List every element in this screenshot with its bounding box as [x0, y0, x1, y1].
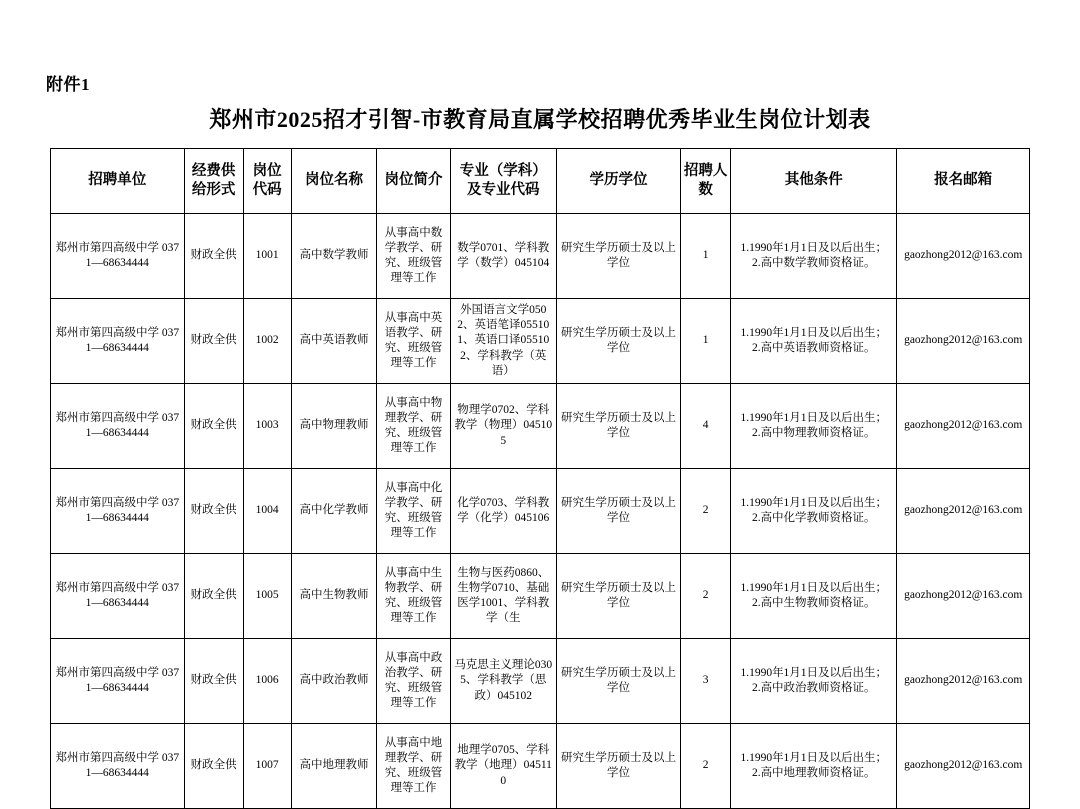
cell-degree: 研究生学历硕士及以上学位: [556, 639, 680, 724]
cell-code: 1007: [243, 724, 291, 809]
cell-degree: 研究生学历硕士及以上学位: [556, 299, 680, 384]
cell-funding: 财政全供: [184, 384, 243, 469]
cell-degree: 研究生学历硕士及以上学位: [556, 554, 680, 639]
cell-code: 1006: [243, 639, 291, 724]
cell-unit: 郑州市第四高级中学 0371—68634444: [51, 384, 185, 469]
cell-post-name: 高中英语教师: [291, 299, 377, 384]
cell-count: 4: [681, 384, 731, 469]
cell-degree: 研究生学历硕士及以上学位: [556, 214, 680, 299]
cell-post-brief: 从事高中英语教学、研究、班级管理等工作: [377, 299, 450, 384]
cell-email: gaozhong2012@163.com: [897, 384, 1030, 469]
cell-post-brief: 从事高中数学教学、研究、班级管理等工作: [377, 214, 450, 299]
cell-code: 1003: [243, 384, 291, 469]
cell-post-name: 高中化学教师: [291, 469, 377, 554]
cell-other: 1.1990年1月1日及以后出生； 2.高中数学教师资格证。: [731, 214, 897, 299]
table-row: [51, 384, 1030, 469]
column-header-count: 招聘人数: [681, 149, 731, 214]
table-row: [51, 299, 1030, 384]
cell-code: 1002: [243, 299, 291, 384]
cell-other: 1.1990年1月1日及以后出生； 2.高中生物教师资格证。: [731, 554, 897, 639]
cell-code: 1005: [243, 554, 291, 639]
cell-count: 2: [681, 469, 731, 554]
cell-major: 数学0701、学科教学（数学）045104: [450, 214, 556, 299]
cell-post-brief: 从事高中地理教学、研究、班级管理等工作: [377, 724, 450, 809]
cell-post-brief: 从事高中物理教学、研究、班级管理等工作: [377, 384, 450, 469]
cell-count: 1: [681, 214, 731, 299]
table-row: [51, 724, 1030, 809]
cell-funding: 财政全供: [184, 214, 243, 299]
column-header-major: 专业（学科）及专业代码: [450, 149, 556, 214]
cell-other: 1.1990年1月1日及以后出生； 2.高中地理教师资格证。: [731, 724, 897, 809]
attachment-label: 附件1: [46, 75, 90, 94]
cell-major: 生物与医药0860、生物学0710、基础医学1001、学科教学（生: [450, 554, 556, 639]
cell-funding: 财政全供: [184, 299, 243, 384]
cell-other: 1.1990年1月1日及以后出生； 2.高中化学教师资格证。: [731, 469, 897, 554]
table-body: [51, 214, 1030, 809]
column-header-post-brief: 岗位简介: [377, 149, 450, 214]
table-row: [51, 554, 1030, 639]
cell-unit: 郑州市第四高级中学 0371—68634444: [51, 724, 185, 809]
cell-degree: 研究生学历硕士及以上学位: [556, 384, 680, 469]
cell-code: 1004: [243, 469, 291, 554]
page-title: 郑州市2025招才引智-市教育局直属学校招聘优秀毕业生岗位计划表: [209, 107, 871, 132]
table-row: [51, 639, 1030, 724]
column-header-email: 报名邮箱: [897, 149, 1030, 214]
cell-post-name: 高中数学教师: [291, 214, 377, 299]
cell-count: 2: [681, 724, 731, 809]
cell-degree: 研究生学历硕士及以上学位: [556, 469, 680, 554]
cell-email: gaozhong2012@163.com: [897, 469, 1030, 554]
cell-funding: 财政全供: [184, 724, 243, 809]
cell-post-brief: 从事高中生物教学、研究、班级管理等工作: [377, 554, 450, 639]
cell-code: 1001: [243, 214, 291, 299]
column-header-unit: 招聘单位: [51, 149, 185, 214]
table-row: [51, 469, 1030, 554]
cell-funding: 财政全供: [184, 639, 243, 724]
cell-post-brief: 从事高中政治教学、研究、班级管理等工作: [377, 639, 450, 724]
cell-unit: 郑州市第四高级中学 0371—68634444: [51, 299, 185, 384]
cell-email: gaozhong2012@163.com: [897, 214, 1030, 299]
cell-major: 化学0703、学科教学（化学）045106: [450, 469, 556, 554]
cell-major: 外国语言文学0502、英语笔译055101、英语口译055102、学科教学（英语）: [450, 299, 556, 384]
cell-unit: 郑州市第四高级中学 0371—68634444: [51, 639, 185, 724]
cell-email: gaozhong2012@163.com: [897, 639, 1030, 724]
cell-funding: 财政全供: [184, 554, 243, 639]
cell-post-name: 高中政治教师: [291, 639, 377, 724]
cell-email: gaozhong2012@163.com: [897, 299, 1030, 384]
cell-count: 3: [681, 639, 731, 724]
cell-count: 1: [681, 299, 731, 384]
cell-email: gaozhong2012@163.com: [897, 554, 1030, 639]
cell-major: 物理学0702、学科教学（物理）045105: [450, 384, 556, 469]
column-header-post-name: 岗位名称: [291, 149, 377, 214]
column-header-code: 岗位代码: [243, 149, 291, 214]
cell-other: 1.1990年1月1日及以后出生； 2.高中物理教师资格证。: [731, 384, 897, 469]
job-plan-table: [50, 148, 1030, 809]
column-header-degree: 学历学位: [556, 149, 680, 214]
cell-unit: 郑州市第四高级中学 0371—68634444: [51, 554, 185, 639]
table-header-row: [51, 149, 1030, 214]
column-header-other: 其他条件: [731, 149, 897, 214]
cell-major: 地理学0705、学科教学（地理）045110: [450, 724, 556, 809]
cell-email: gaozhong2012@163.com: [897, 724, 1030, 809]
cell-post-name: 高中地理教师: [291, 724, 377, 809]
cell-count: 2: [681, 554, 731, 639]
cell-other: 1.1990年1月1日及以后出生； 2.高中英语教师资格证。: [731, 299, 897, 384]
cell-unit: 郑州市第四高级中学 0371—68634444: [51, 469, 185, 554]
table-row: [51, 214, 1030, 299]
cell-post-name: 高中生物教师: [291, 554, 377, 639]
cell-degree: 研究生学历硕士及以上学位: [556, 724, 680, 809]
cell-funding: 财政全供: [184, 469, 243, 554]
cell-other: 1.1990年1月1日及以后出生； 2.高中政治教师资格证。: [731, 639, 897, 724]
cell-post-brief: 从事高中化学教学、研究、班级管理等工作: [377, 469, 450, 554]
cell-post-name: 高中物理教师: [291, 384, 377, 469]
column-header-funding: 经费供给形式: [184, 149, 243, 214]
cell-major: 马克思主义理论0305、学科教学（思政）045102: [450, 639, 556, 724]
cell-unit: 郑州市第四高级中学 0371—68634444: [51, 214, 185, 299]
